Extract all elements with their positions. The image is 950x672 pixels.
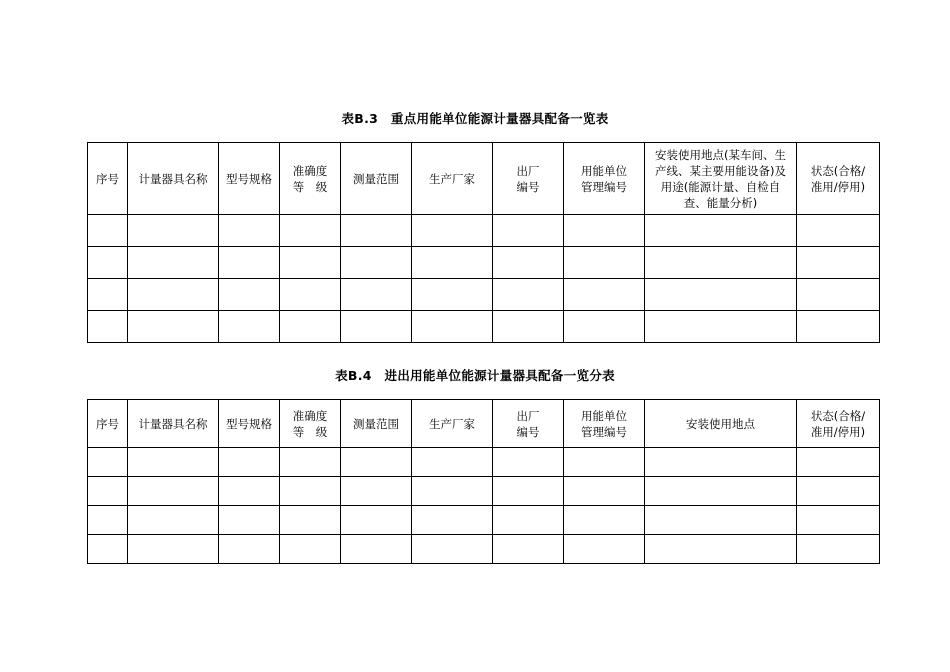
col-header-management-number: 用能单位 管理编号 [564,400,645,448]
table-b3-caption: 表B.3 重点用能单位能源计量器具配备一览表 [341,111,609,126]
table-b3 [87,142,880,343]
table-cell [564,477,645,506]
table-cell [412,506,493,535]
table-cell [564,535,645,564]
table-cell [219,247,280,279]
table-cell [280,215,341,247]
table-cell [88,535,128,564]
table-cell [564,279,645,311]
col-header-serial: 序号 [88,143,128,215]
col-header-manufacturer: 生产厂家 [412,143,493,215]
table-cell [412,535,493,564]
table-b4-caption: 表B.4 进出用能单位能源计量器具配备一览分表 [335,368,615,383]
table-row [88,247,880,279]
table-cell [280,279,341,311]
col-header-measure-range: 测量范围 [341,400,412,448]
col-header-manufacturer: 生产厂家 [412,400,493,448]
table-cell [493,279,564,311]
table-cell [412,311,493,343]
table-cell [493,535,564,564]
table-cell [280,247,341,279]
table-cell [645,448,797,477]
table-cell [88,215,128,247]
table-b4 [87,399,880,564]
table-cell [645,311,797,343]
table-cell [493,448,564,477]
table-cell [645,477,797,506]
table-cell [797,311,880,343]
table-row [88,535,880,564]
table-cell [797,477,880,506]
col-header-model-spec: 型号规格 [219,143,280,215]
col-header-factory-number: 出厂 编号 [493,400,564,448]
table-cell [564,506,645,535]
col-header-status: 状态(合格/ 准用/停用) [797,400,880,448]
table-cell [797,215,880,247]
table-cell [219,279,280,311]
table-cell [645,215,797,247]
table-row [88,477,880,506]
col-header-status: 状态(合格/ 准用/停用) [797,143,880,215]
table-cell [128,477,219,506]
table-cell [797,535,880,564]
table-cell [493,506,564,535]
col-header-management-number: 用能单位 管理编号 [564,143,645,215]
table-cell [797,279,880,311]
col-header-accuracy-class: 准确度 等 级 [280,400,341,448]
table-b3-header-row [88,143,880,215]
table-cell [412,247,493,279]
table-cell [128,311,219,343]
table-cell [493,477,564,506]
table-cell [280,477,341,506]
table-cell [645,247,797,279]
table-cell [412,477,493,506]
col-header-factory-number: 出厂 编号 [493,143,564,215]
table-row [88,448,880,477]
table-cell [341,477,412,506]
table-cell [128,279,219,311]
table-row [88,279,880,311]
table-cell [412,448,493,477]
table-cell [88,311,128,343]
table-cell [645,506,797,535]
table-cell [219,448,280,477]
table-cell [645,279,797,311]
table-cell [88,247,128,279]
table-cell [797,247,880,279]
table-cell [564,311,645,343]
table-cell [493,247,564,279]
table-cell [341,506,412,535]
table-cell [493,215,564,247]
table-cell [564,448,645,477]
table-cell [493,311,564,343]
table-cell [88,448,128,477]
col-header-serial: 序号 [88,400,128,448]
table-cell [341,535,412,564]
table-row [88,215,880,247]
table-cell [219,506,280,535]
table-cell [341,448,412,477]
table-cell [341,247,412,279]
table-cell [280,311,341,343]
table-b4-header-row [88,400,880,448]
table-cell [128,215,219,247]
col-header-measure-range: 测量范围 [341,143,412,215]
table-cell [412,215,493,247]
table-cell [341,279,412,311]
table-cell [128,448,219,477]
table-cell [219,215,280,247]
table-b3-body [88,215,880,343]
col-header-accuracy-class: 准确度 等 级 [280,143,341,215]
table-cell [341,215,412,247]
table-cell [128,506,219,535]
table-cell [797,506,880,535]
table-cell [280,506,341,535]
table-cell [412,279,493,311]
table-cell [280,535,341,564]
table-cell [564,215,645,247]
table-cell [128,535,219,564]
table-cell [128,247,219,279]
table-cell [88,279,128,311]
table-row [88,311,880,343]
table-cell [88,477,128,506]
table-cell [219,535,280,564]
table-cell [341,311,412,343]
col-header-install-location: 安装使用地点 [645,400,797,448]
table-cell [88,506,128,535]
table-row [88,506,880,535]
col-header-install-location: 安装使用地点(某车间、生 产线、某主要用能设备)及 用途(能源计量、自检自 查、能量分析) [645,143,797,215]
col-header-model-spec: 型号规格 [219,400,280,448]
col-header-instrument-name: 计量器具名称 [128,143,219,215]
table-cell [645,535,797,564]
table-cell [219,477,280,506]
table-b4-body [88,448,880,564]
table-cell [797,448,880,477]
table-cell [219,311,280,343]
table-cell [564,247,645,279]
table-cell [280,448,341,477]
col-header-instrument-name: 计量器具名称 [128,400,219,448]
